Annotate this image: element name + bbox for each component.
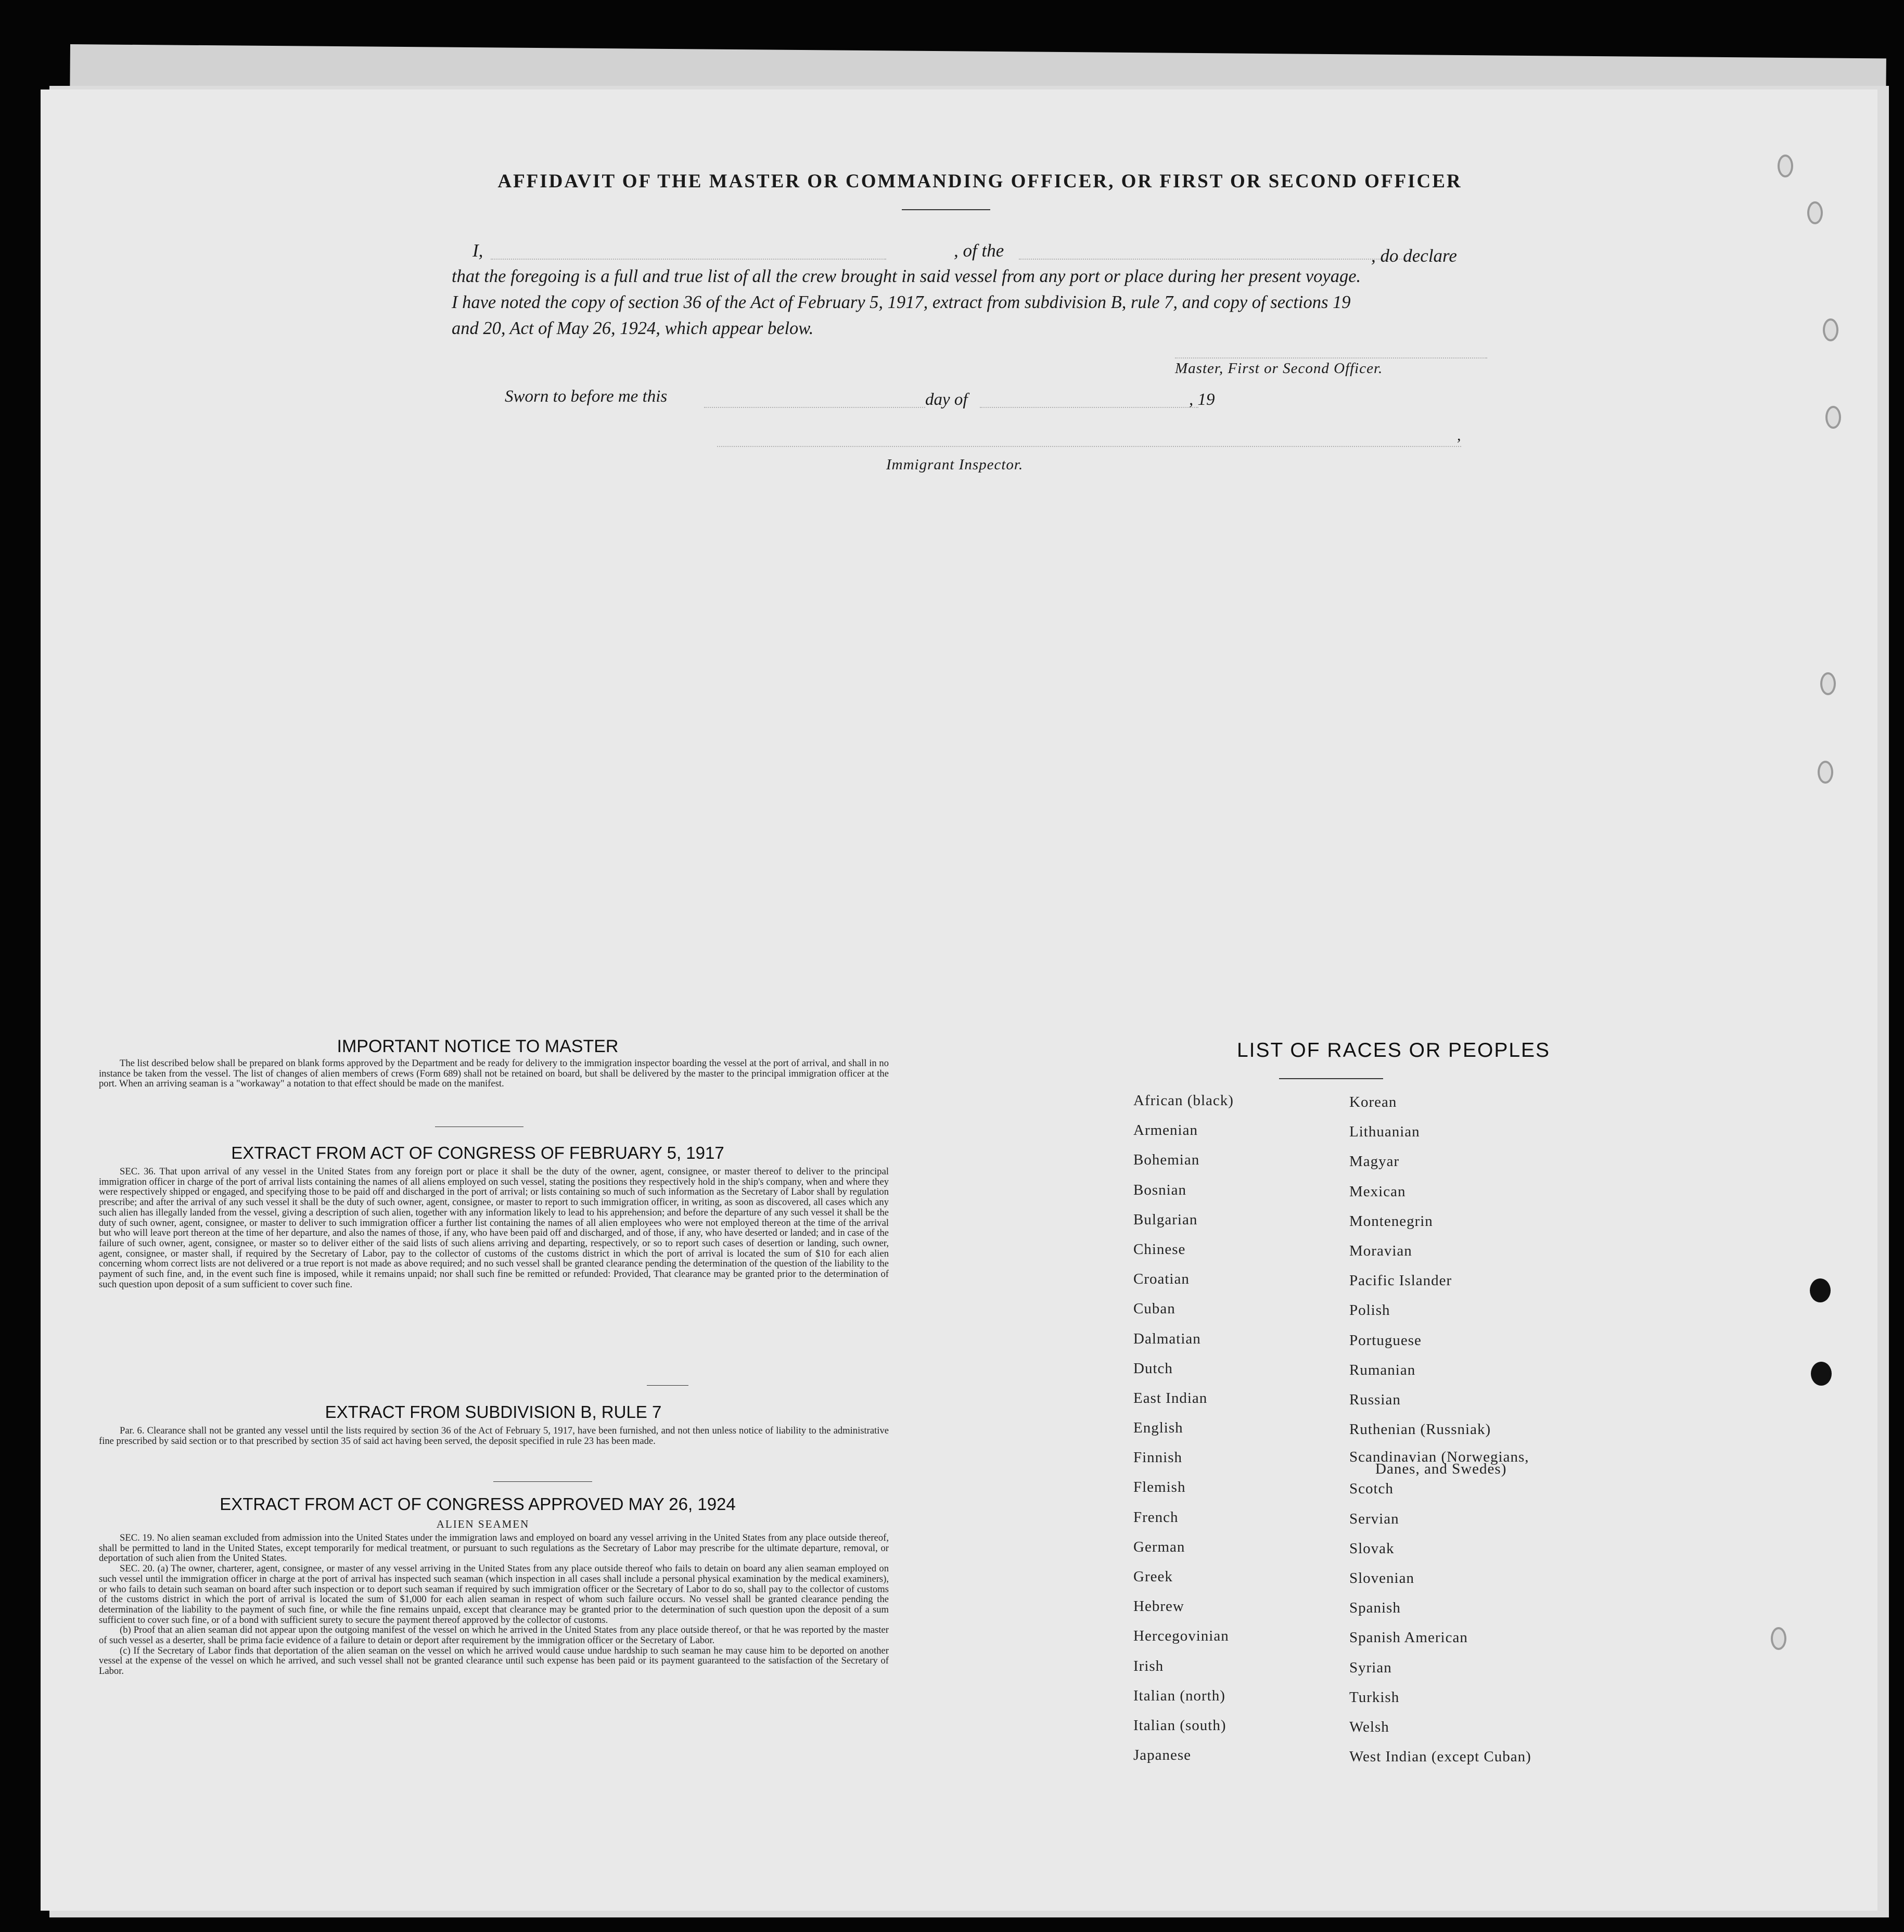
race-item bbox=[1133, 1270, 1352, 1299]
race-item bbox=[1133, 1597, 1352, 1627]
race-label: Pacific Islander bbox=[1349, 1272, 1452, 1289]
punch-hole-icon bbox=[1811, 1362, 1832, 1386]
race-item bbox=[1133, 1538, 1352, 1567]
sec-20a-paragraph: SEC. 20. (a) The owner, charterer, agent, consignee, or master of any vessel arriving in the United States from any place outside thereof who fails to detain on board any alien seaman employed on such vessel until the immigration officer in charge at the port of arrival has inspected such seaman (which inspection in all cases shall include a personal physical examination by the medical examiners), or who fails to detain such seaman on board after such inspection or to deport such seaman if required by such immigration officer or the Secretary of Labor to do so, shall pay to the collector of customs of the customs district in which the port of arrival is located the sum of $1,000 for each alien seaman in respect of whom such failure occurs. No vessel shall be granted clearance pending the determination of the liability to the payment of such fine, or while the fine remains unpaid, except that clearance may be granted prior to the determination of such question upon the deposit of a sum sufficient to cover such fine, or of a bond with sufficient surety to secure the payment thereof approved by the collector of customs. bbox=[99, 1563, 889, 1626]
race-label: Spanish bbox=[1349, 1600, 1401, 1617]
race-item bbox=[1349, 1301, 1568, 1330]
race-item bbox=[1133, 1359, 1352, 1389]
race-item bbox=[1133, 1418, 1352, 1448]
race-item bbox=[1133, 1389, 1352, 1418]
race-item bbox=[1133, 1746, 1352, 1775]
race-item bbox=[1133, 1508, 1352, 1538]
affidavit-of-the-label: , of the bbox=[954, 240, 1004, 261]
race-label: Slovenian bbox=[1349, 1570, 1414, 1586]
race-item bbox=[1133, 1627, 1352, 1656]
alien-seamen-subheading: ALIEN SEAMEN bbox=[436, 1518, 530, 1530]
race-item bbox=[1349, 1152, 1568, 1182]
punch-hole-icon bbox=[1825, 406, 1841, 429]
race-label: Ruthenian (Russniak) bbox=[1349, 1421, 1491, 1438]
race-item bbox=[1349, 1688, 1568, 1718]
affidavit-body-line-2: I have noted the copy of section 36 of the Act of February 5, 1917, extract from subdivision B, rule 7, and copy of sections 19 bbox=[452, 292, 1351, 312]
race-label: English bbox=[1133, 1419, 1183, 1437]
race-label: Bulgarian bbox=[1133, 1211, 1198, 1228]
race-label: Russian bbox=[1349, 1391, 1401, 1408]
punch-hole-icon bbox=[1771, 1627, 1786, 1650]
races-divider bbox=[1279, 1078, 1383, 1079]
races-title: LIST OF RACES OR PEOPLES bbox=[1236, 1039, 1551, 1061]
sec-20b-paragraph: (b) Proof that an alien seaman did not appear upon the outgoing manifest of the vessel on which he arrived in the United States from any place outside thereof, or that he was reported by the master of such vessel as a deserter, shall be prima facie evidence of a failure to detain or deport after requirement by the immigration officer or the Secretary of Labor. bbox=[99, 1624, 889, 1646]
race-label: East Indian bbox=[1133, 1389, 1208, 1406]
race-item bbox=[1349, 1093, 1568, 1122]
race-label: Dalmatian bbox=[1133, 1330, 1201, 1347]
race-item bbox=[1133, 1657, 1352, 1686]
sec-19-paragraph: SEC. 19. No alien seaman excluded from admission into the United States under the immigration laws and employed on board any vessel arriving in the United States from any place outside thereof, shall be permitted to land in the United States, except temporarily for medical treatment, or pursuant to such regulations as the Secretary of Labor may prescribe for the ultimate departure, removal, or deportation of such alien from the United States. bbox=[99, 1532, 889, 1564]
affidavit-body-line-1: that the foregoing is a full and true list of all the crew brought in said vessel from any port or place during her present voyage. bbox=[452, 266, 1361, 286]
race-label: German bbox=[1133, 1538, 1185, 1555]
extract-1917-heading: EXTRACT FROM ACT OF CONGRESS OF FEBRUARY 5, 1917 bbox=[231, 1143, 724, 1162]
race-label: Scotch bbox=[1349, 1480, 1394, 1498]
affidavit-i-label: I, bbox=[472, 240, 483, 261]
signature-caption: Master, First or Second Officer. bbox=[1175, 360, 1383, 377]
rule7-heading: EXTRACT FROM SUBDIVISION B, RULE 7 bbox=[325, 1402, 662, 1422]
race-item bbox=[1349, 1747, 1568, 1777]
race-item bbox=[1133, 1210, 1352, 1240]
race-label: Bosnian bbox=[1133, 1181, 1187, 1198]
race-label: Montenegrin bbox=[1349, 1212, 1433, 1230]
race-label: French bbox=[1133, 1508, 1179, 1526]
race-label: Japanese bbox=[1133, 1747, 1192, 1764]
race-item bbox=[1349, 1122, 1568, 1152]
race-item bbox=[1349, 1718, 1568, 1747]
race-label: Italian (south) bbox=[1133, 1717, 1226, 1734]
punch-hole-icon bbox=[1778, 155, 1793, 177]
race-item bbox=[1133, 1150, 1352, 1180]
race-item bbox=[1349, 1420, 1568, 1450]
race-item bbox=[1133, 1567, 1352, 1597]
notice-text: The list described below shall be prepared on blank forms approved by the Department and be ready for delivery to the immigration inspector boarding the vessel at the port of arrival, and shall in no instance be taken from the vessel. The list of changes of alien members of crews (Form 689) shall not be retained on board, but shall be delivered by the master to the principal immigration officer at the port. When an arriving seaman is a "workaway" a notation to that effect should be made on the manifest. bbox=[99, 1058, 889, 1090]
race-item bbox=[1349, 1331, 1568, 1361]
race-label: African (black) bbox=[1133, 1092, 1234, 1109]
extract-1924-heading: EXTRACT FROM ACT OF CONGRESS APPROVED MAY 26, 1924 bbox=[220, 1494, 736, 1514]
race-label: Bohemian bbox=[1133, 1151, 1200, 1169]
extract-1924-text bbox=[99, 1533, 889, 1677]
inspector-comma: , bbox=[1457, 427, 1461, 444]
race-label: Armenian bbox=[1133, 1122, 1198, 1139]
sec-20c-paragraph: (c) If the Secretary of Labor finds that deportation of the alien seaman on the vessel on which he arrived would cause undue hardship to such seaman he may cause him to be deported on another vessel at the expense of the vessel on which he arrived, and such vessel shall not be granted clearance until such expense has been paid or its payment guaranteed to the satisfaction of the Secretary of Labor. bbox=[99, 1645, 889, 1677]
affidavit-body-line-3: and 20, Act of May 26, 1924, which appear below. bbox=[452, 318, 814, 338]
race-label: Rumanian bbox=[1349, 1361, 1416, 1378]
race-item bbox=[1349, 1598, 1568, 1628]
race-item bbox=[1133, 1121, 1352, 1150]
officer-name-field[interactable] bbox=[491, 259, 886, 260]
day-of-label: day of bbox=[925, 390, 968, 409]
race-label: Cuban bbox=[1133, 1300, 1175, 1317]
race-item bbox=[1349, 1539, 1568, 1569]
race-item bbox=[1349, 1450, 1568, 1479]
inspector-caption: Immigrant Inspector. bbox=[886, 456, 1024, 473]
affidavit-declare-label: , do declare bbox=[1371, 246, 1457, 266]
sworn-day-field[interactable] bbox=[704, 407, 925, 408]
race-label: Greek bbox=[1133, 1568, 1173, 1585]
race-label: Portuguese bbox=[1349, 1332, 1422, 1349]
race-item bbox=[1349, 1212, 1568, 1242]
race-label: Hebrew bbox=[1133, 1598, 1184, 1615]
race-label: Magyar bbox=[1349, 1153, 1400, 1170]
race-item bbox=[1349, 1390, 1568, 1420]
inspector-signature-field[interactable] bbox=[717, 446, 1461, 447]
race-label: Italian (north) bbox=[1133, 1687, 1225, 1704]
race-label: Welsh bbox=[1349, 1718, 1389, 1735]
race-label: Moravian bbox=[1349, 1242, 1412, 1259]
race-item bbox=[1349, 1569, 1568, 1598]
race-label: Chinese bbox=[1133, 1240, 1186, 1258]
race-label: Irish bbox=[1133, 1657, 1164, 1674]
race-label: Mexican bbox=[1349, 1183, 1406, 1200]
race-label: Turkish bbox=[1349, 1688, 1400, 1706]
race-label: West Indian (except Cuban) bbox=[1349, 1748, 1531, 1765]
race-item bbox=[1349, 1361, 1568, 1390]
race-label: Scandinavian (Norwegians, bbox=[1349, 1449, 1529, 1466]
races-left-column bbox=[1133, 1091, 1352, 1775]
sworn-month-field[interactable] bbox=[980, 407, 1198, 408]
race-label: Finnish bbox=[1133, 1449, 1183, 1466]
race-item bbox=[1133, 1240, 1352, 1270]
extract-1917-text: SEC. 36. That upon arrival of any vessel in the United States from any foreign port or place it shall be the duty of the owner, agent, consignee, or master thereof to deliver to the principal immigration officer in charge of the port of arrival lists containing the names of all aliens employed on such vessel, stating the positions they respectively hold in the ship's company, when and where they were respectively shipped or engaged, and specifying those to be paid off and discharged in the port of arrival; or lists containing so much of such information as the Secretary of Labor shall by regulation prescribe; and after the arrival of any such vessel it shall be the duty of such owner, agent, consignee, or master to report to such immigration officer, in writing, as soon as discovered, all cases which any such alien has illegally landed from the vessel, giving a description of such alien, together with any information likely to lead to his apprehension; and before the departure of any such vessel it shall be the duty of such owner, agent, consignee, or master to deliver to such immigration officer a further list containing the names of all alien employees who were not employed thereon at the time of the arrival but who will leave port thereon at the time of her departure, and also the names of those, if any, who have been paid off and discharged, and of those, if any, who have deserted or landed; and in case of the failure of such owner, agent, consignee, or master so to deliver either of the said lists of such aliens arriving and departing, respectively, or so to report such cases of desertion or landing, such owner, agent, consignee, or master shall, if required by the Secretary of Labor, pay to the collector of customs of the customs district in which the port of arrival is located the sum of $10 for each alien concerning whom correct lists are not delivered or a true report is not made as above required; and no such vessel shall be granted clearance pending the determination of the question of the liability to the payment of such fine, and, in the event such fine is imposed, while it remains unpaid; nor shall such fine be remitted or refunded: Provided, That clearance may be granted prior to the determination of such question upon deposit of a sum sufficient to cover such fine. bbox=[99, 1166, 889, 1290]
race-item bbox=[1133, 1299, 1352, 1329]
rule7-text: Par. 6. Clearance shall not be granted any vessel until the lists required by section 36 of the Act of February 5, 1917, have been furnished, and not then unless notice of liability to the administrative fine prescribed by said section or to that prescribed by section 35 of said act having been served, the deposit specified in rule 23 has been made. bbox=[99, 1425, 889, 1447]
race-item bbox=[1349, 1182, 1568, 1212]
race-label: Slovak bbox=[1349, 1540, 1395, 1557]
race-item bbox=[1133, 1181, 1352, 1210]
punch-hole-icon bbox=[1818, 761, 1833, 784]
race-label: Korean bbox=[1349, 1094, 1397, 1110]
vessel-name-field[interactable] bbox=[1019, 259, 1407, 260]
race-label: Croatian bbox=[1133, 1271, 1190, 1288]
race-label: Spanish American bbox=[1349, 1629, 1468, 1646]
race-label: Lithuanian bbox=[1349, 1123, 1420, 1141]
punch-hole-icon bbox=[1823, 318, 1838, 341]
race-item bbox=[1133, 1686, 1352, 1716]
sworn-label: Sworn to before me this bbox=[505, 387, 668, 406]
race-label: Hercegovinian bbox=[1133, 1628, 1229, 1645]
race-label: Servian bbox=[1349, 1510, 1399, 1527]
race-item bbox=[1133, 1716, 1352, 1746]
race-item bbox=[1349, 1658, 1568, 1688]
races-right-column bbox=[1349, 1093, 1568, 1777]
race-item bbox=[1133, 1478, 1352, 1507]
extract-1917-divider bbox=[647, 1385, 688, 1386]
rule7-divider bbox=[493, 1481, 592, 1482]
year-prefix-label: , 19 bbox=[1189, 390, 1215, 409]
race-item bbox=[1349, 1628, 1568, 1658]
officer-signature-field[interactable] bbox=[1175, 357, 1487, 359]
manifest-back-page bbox=[41, 89, 1877, 1911]
punch-hole-icon bbox=[1820, 672, 1836, 695]
race-item bbox=[1133, 1448, 1352, 1478]
race-label: Flemish bbox=[1133, 1479, 1186, 1496]
race-item bbox=[1349, 1242, 1568, 1271]
race-label: Polish bbox=[1349, 1302, 1390, 1319]
race-item bbox=[1133, 1329, 1352, 1359]
title-divider bbox=[902, 209, 990, 210]
race-label-continuation: Danes, and Swedes) bbox=[1375, 1461, 1507, 1478]
race-item bbox=[1349, 1479, 1568, 1509]
notice-heading: IMPORTANT NOTICE TO MASTER bbox=[337, 1037, 619, 1056]
race-item bbox=[1349, 1509, 1568, 1539]
race-item bbox=[1349, 1271, 1568, 1301]
affidavit-title: AFFIDAVIT OF THE MASTER OR COMMANDING OFFICER, OR FIRST OR SECOND OFFICER bbox=[497, 171, 1462, 192]
punch-hole-icon bbox=[1807, 201, 1823, 224]
race-item bbox=[1133, 1091, 1352, 1121]
race-label: Syrian bbox=[1349, 1659, 1392, 1676]
race-label: Dutch bbox=[1133, 1360, 1173, 1377]
punch-hole-icon bbox=[1810, 1278, 1831, 1302]
